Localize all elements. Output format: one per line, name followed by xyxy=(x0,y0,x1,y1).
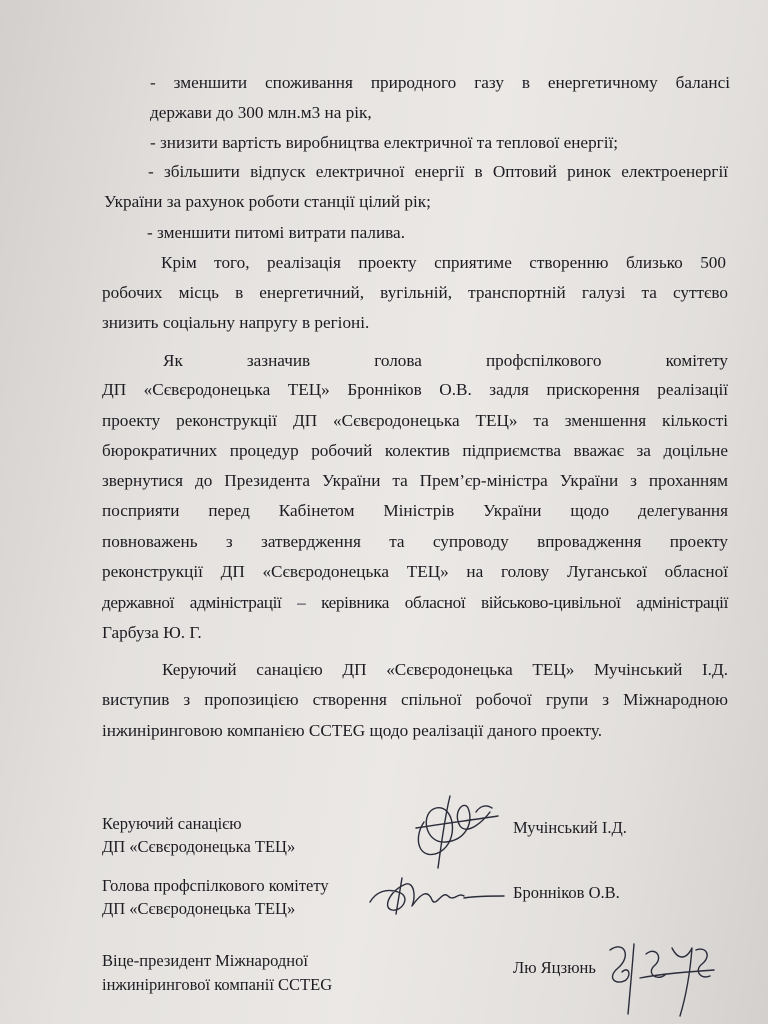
body-line: Керуючий санацією ДП «Сєвєродонецька ТЕЦ» Мучінський І.Д. xyxy=(162,660,728,679)
signatory-title: ДП «Сєвєродонецька ТЕЦ» xyxy=(102,899,296,918)
body-line: - зменшити питомі витрати палива. xyxy=(147,223,405,242)
body-line: - знизити вартість виробництва електричної та теплової енергії; xyxy=(150,133,619,152)
body-line: - зменшити споживання природного газу в енергетичному балансі xyxy=(150,73,730,92)
signature-mark-2 xyxy=(362,862,512,922)
body-line: держави до 300 млн.м3 на рік, xyxy=(150,103,372,122)
signatory-title: Голова профспілкового комітету xyxy=(102,876,329,895)
signatory-title: інжинірингової компанії CCTEG xyxy=(102,975,333,994)
body-line: - збільшити відпуск електричної енергії в Оптовий ринок електроенергії xyxy=(148,162,728,181)
body-line: знизить соціальну напругу в регіоні. xyxy=(102,313,370,332)
body-line: робочих місць в енергетичний, вугільній, транспортній галузі та суттєво xyxy=(102,283,728,302)
body-line: реконструкції ДП «Сєвєродонецька ТЕЦ» на голову Луганської обласної xyxy=(102,562,728,581)
signatory-name: Лю Яцзюнь xyxy=(513,958,596,977)
body-line: Крім того, реалізація проекту сприятиме створенню близько 500 xyxy=(161,253,726,272)
body-line: ДП «Сєвєродонецька ТЕЦ» Бронніков О.В. задля прискорення реалізації xyxy=(102,380,728,399)
body-line: бюрократичних процедур робочий колектив підприємства вважає за доцільне xyxy=(102,441,728,460)
body-line: проекту реконструкції ДП «Сєвєродонецька ТЕЦ» та зменшення кількості xyxy=(102,411,728,430)
body-line: інжиніринговою компанією CCTEG щодо реалізації даного проекту. xyxy=(102,721,602,740)
body-line: України за рахунок роботи станції цілий рік; xyxy=(104,192,431,211)
body-line: Гарбуза Ю. Г. xyxy=(102,623,202,642)
body-line: повноважень з затвердження та супроводу впровадження проекту xyxy=(102,532,728,551)
signatory-name: Бронніков О.В. xyxy=(513,883,620,902)
body-line: посприяти перед Кабінетом Міністрів України щодо делегування xyxy=(102,501,728,520)
signatory-name: Мучінський І.Д. xyxy=(513,818,627,837)
body-line: виступив з пропозицією створення спільної робочої групи з Міжнародною xyxy=(102,690,728,709)
signatory-title: ДП «Сєвєродонецька ТЕЦ» xyxy=(102,837,296,856)
body-line: Як зазначив голова профспілкового комітету xyxy=(163,351,728,370)
signature-mark-3 xyxy=(596,930,726,1020)
signatory-title: Віце-президент Міжнародної xyxy=(102,951,308,970)
body-line: звернутися до Президента України та Прем’єр-міністра України з проханням xyxy=(102,471,728,490)
signatory-title: Керуючий санацією xyxy=(102,814,242,833)
body-line: державної адміністрації – керівника обласної військово-цивільної адміністрації xyxy=(102,593,728,612)
signature-mark-1 xyxy=(380,782,510,872)
